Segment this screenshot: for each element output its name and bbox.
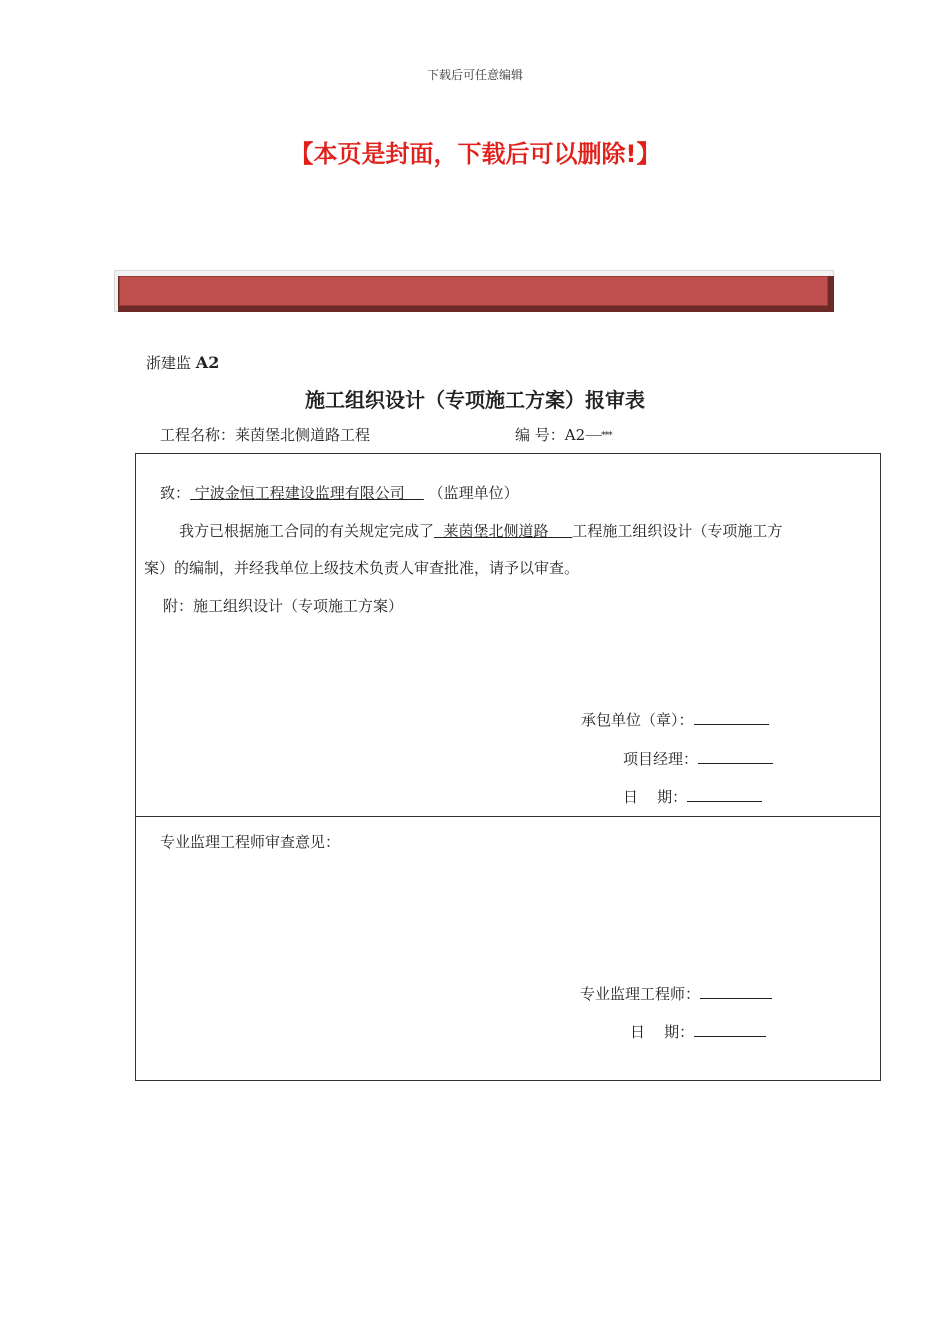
number-value: A2 — [564, 426, 586, 444]
supervisor-date-blank — [694, 1021, 766, 1037]
contractor-seal-line: 承包单位（章）： — [581, 709, 769, 730]
supervision-company: 宁波金恒工程建设监理有限公司 — [190, 484, 424, 502]
cover-notice: 【本页是封面，下载后可以删除!】 — [289, 140, 661, 168]
addressee-line: 致： 宁波金恒工程建设监理有限公司 （监理单位） — [160, 484, 519, 502]
contractor-date-blank — [687, 786, 762, 802]
project-manager-line: 项目经理： — [623, 748, 773, 769]
header-note: 下载后可任意编辑 — [426, 68, 523, 82]
contractor-date-line: 日 期： — [623, 786, 762, 807]
body-line-2: 案）的编制，并经我单位上级技术负责人审查批准，请予以审查。 — [144, 559, 580, 577]
body-line-1: 我方已根据施工合同的有关规定完成了 莱茵堡北侧道路 工程施工组织设计（专项施工方 — [179, 522, 783, 540]
form-code: 浙建监 A2 — [146, 353, 220, 372]
opinion-label: 专业监理工程师审查意见： — [160, 833, 341, 851]
project-name-line — [160, 424, 370, 445]
contractor-seal-blank — [694, 709, 769, 725]
form-title: 施工组织设计（专项施工方案）报审表 — [305, 388, 645, 412]
attachment-line: 附：施工组织设计（专项施工方案） — [163, 597, 404, 615]
project-manager-blank — [698, 748, 773, 764]
number-label: 编 号： — [515, 426, 565, 444]
supervisor-date-line: 日 期： — [630, 1021, 766, 1042]
form-number-line — [515, 424, 612, 445]
decorative-banner — [119, 276, 828, 306]
engineer-sign-line: 专业监理工程师： — [580, 983, 772, 1004]
number-suffix: ——*** — [585, 431, 612, 441]
body-project-name: 莱茵堡北侧道路 — [434, 522, 573, 540]
engineer-sign-blank — [700, 983, 772, 999]
project-label: 工程名称： — [160, 426, 236, 444]
project-name: 莱茵堡北侧道路工程 — [235, 426, 371, 444]
table-section-divider — [135, 816, 881, 817]
